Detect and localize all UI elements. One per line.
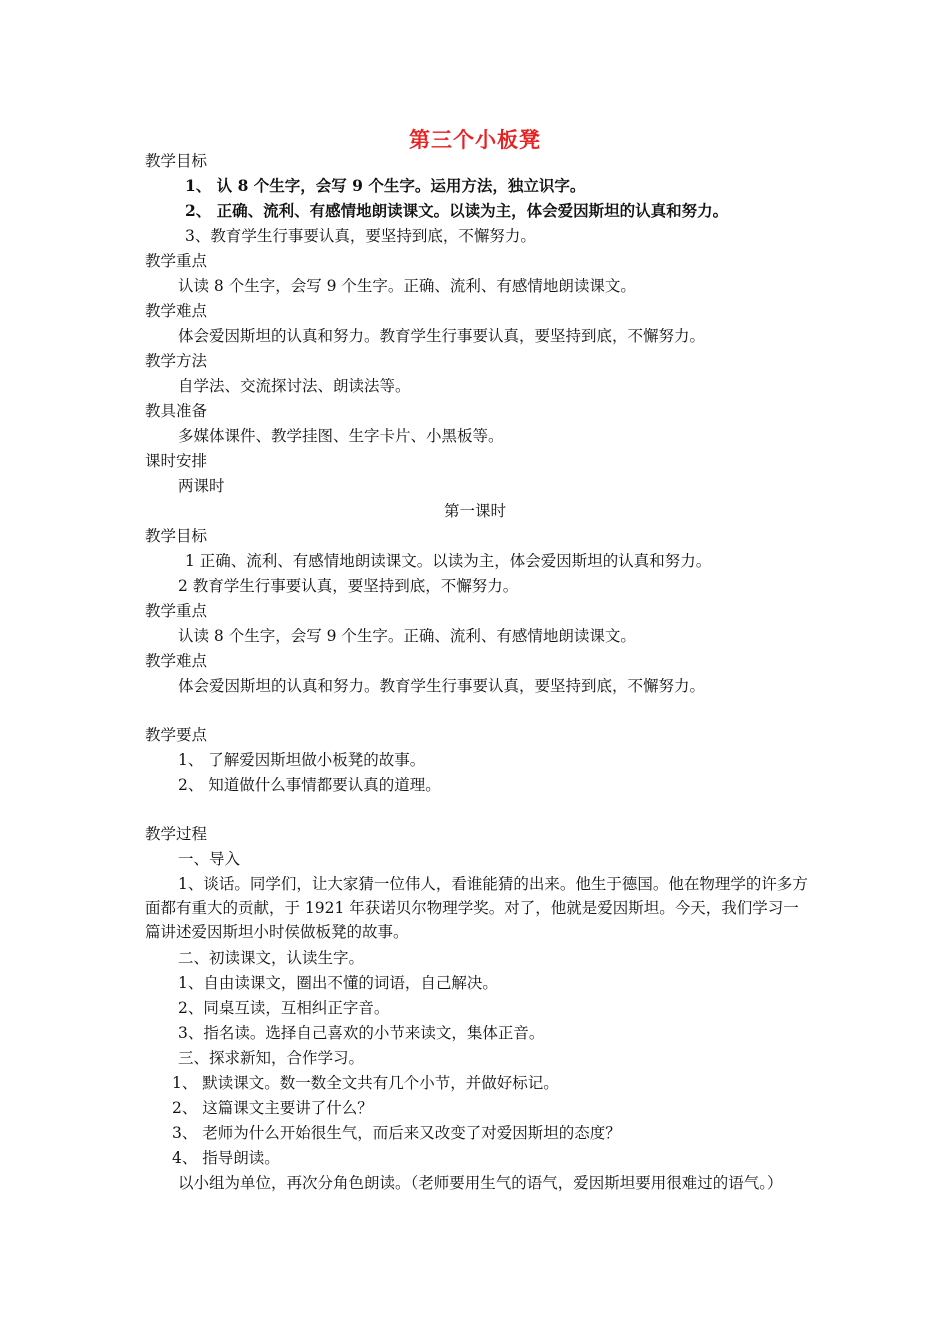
process-step-1: 一、导入 <box>178 850 241 868</box>
heading-teaching-key: 教学重点 <box>145 252 208 270</box>
process-step-2-item-1: 1、自由读课文，圈出不懂的词语，自己解决。 <box>178 974 498 992</box>
key-text: 认读 8 个生字，会写 9 个生字。正确、流利、有感情地朗读课文。 <box>178 277 636 295</box>
heading-schedule: 课时安排 <box>145 452 208 470</box>
heading-teaching-process: 教学过程 <box>145 825 208 843</box>
process-step-2-item-3: 3、指名读。选择自己喜欢的小节来读文，集体正音。 <box>178 1024 545 1042</box>
heading-teaching-difficulty: 教学难点 <box>145 302 208 320</box>
lesson-difficulty-text: 体会爱因斯坦的认真和努力。教育学生行事要认真，要坚持到底，不懈努力。 <box>178 677 706 695</box>
lesson-point-1: 1、 了解爱因斯坦做小板凳的故事。 <box>178 751 426 769</box>
goal-item-1: 1、 认 8 个生字，会写 9 个生字。运用方法，独立识字。 <box>185 176 586 195</box>
heading-lesson-points: 教学要点 <box>145 726 208 744</box>
heading-lesson-key: 教学重点 <box>145 602 208 620</box>
tools-text: 多媒体课件、教学挂图、生字卡片、小黑板等。 <box>178 427 504 445</box>
process-step-2: 二、初读课文，认读生字。 <box>178 949 365 967</box>
goal-item-2: 2、 正确、流利、有感情地朗读课文。以读为主，体会爱因斯坦的认真和努力。 <box>185 201 729 220</box>
lesson-goal-1: 1 正确、流利、有感情地朗读课文。以读为主，体会爱因斯坦的认真和努力。 <box>185 552 712 570</box>
process-step-3-item-3: 3、 老师为什么开始很生气，而后来又改变了对爱因斯坦的态度？ <box>172 1124 621 1142</box>
heading-teaching-goals: 教学目标 <box>145 152 208 170</box>
heading-teaching-tools: 教具准备 <box>145 402 208 420</box>
difficulty-text: 体会爱因斯坦的认真和努力。教育学生行事要认真，要坚持到底，不懈努力。 <box>178 327 706 345</box>
process-step-1-paragraph: 1、谈话。同学们，让大家猜一位伟人，看谁能猜的出来。他生于德国。他在物理学的许多方面都有重大的贡献，于 1921 年获诺贝尔物理学奖。对了，他就是爱因斯坦。今天，我们学习一篇讲述爱因斯坦小时侯做板凳的故事。 <box>145 875 808 941</box>
document-title: 第三个小板凳 <box>409 128 541 152</box>
schedule-text: 两课时 <box>178 477 225 495</box>
goal-item-3: 3、教育学生行事要认真，要坚持到底，不懈努力。 <box>185 227 536 245</box>
process-step-3-item-5: 以小组为单位，再次分角色朗读。（老师要用生气的语气，爱因斯坦要用很难过的语气。） <box>178 1174 783 1192</box>
lesson-point-2: 2、 知道做什么事情都要认真的道理。 <box>178 776 441 794</box>
process-step-3-item-4: 4、 指导朗读。 <box>172 1149 280 1167</box>
heading-lesson-difficulty: 教学难点 <box>145 652 208 670</box>
heading-teaching-method: 教学方法 <box>145 352 208 370</box>
process-step-2-item-2: 2、同桌互读，互相纠正字音。 <box>178 999 390 1017</box>
lesson-goal-2: 2 教育学生行事要认真，要坚持到底，不懈努力。 <box>178 577 519 595</box>
method-text: 自学法、交流探讨法、朗读法等。 <box>178 377 411 395</box>
lesson-key-text: 认读 8 个生字，会写 9 个生字。正确、流利、有感情地朗读课文。 <box>178 627 636 645</box>
heading-lesson-goals: 教学目标 <box>145 527 208 545</box>
process-step-3-item-2: 2、 这篇课文主要讲了什么？ <box>172 1099 373 1117</box>
process-step-3: 三、探求新知，合作学习。 <box>178 1049 365 1067</box>
process-step-3-item-1: 1、 默读课文。数一数全文共有几个小节，并做好标记。 <box>172 1074 559 1092</box>
lesson-title: 第一课时 <box>443 502 506 520</box>
